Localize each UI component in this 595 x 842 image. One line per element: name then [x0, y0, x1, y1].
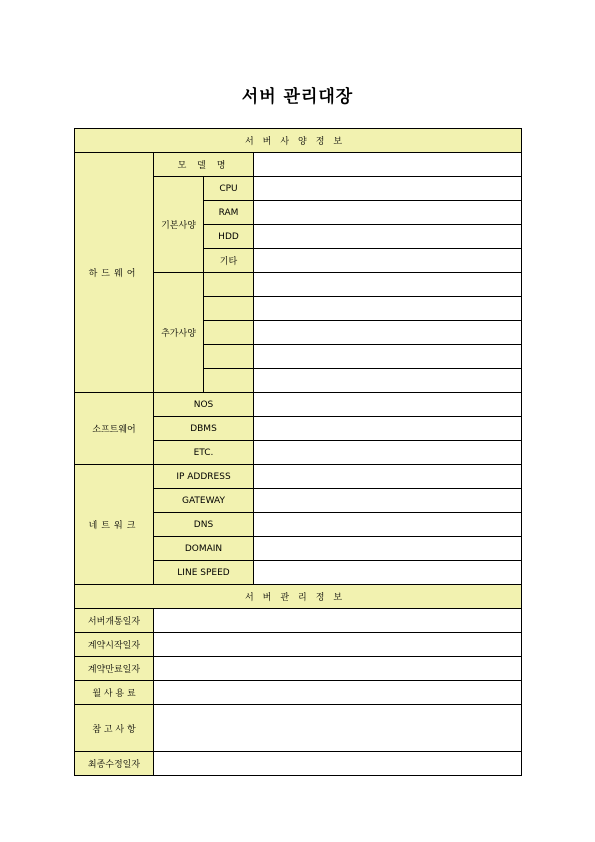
line-speed-label: LINE SPEED	[154, 561, 254, 585]
ram-field[interactable]	[254, 201, 522, 225]
additional-item-label[interactable]	[204, 345, 254, 369]
additional-spec-label: 추가사양	[154, 273, 204, 393]
nos-field[interactable]	[254, 393, 522, 417]
dbms-field[interactable]	[254, 417, 522, 441]
contract-end-field[interactable]	[154, 657, 522, 681]
ip-address-field[interactable]	[254, 465, 522, 489]
dns-field[interactable]	[254, 513, 522, 537]
dns-label: DNS	[154, 513, 254, 537]
etc-field[interactable]	[254, 441, 522, 465]
model-name-label: 모 델 명	[154, 153, 254, 177]
hardware-label: 하드웨어	[75, 153, 154, 393]
network-label: 네트워크	[75, 465, 154, 585]
additional-item-label[interactable]	[204, 369, 254, 393]
contract-end-label: 계약만료일자	[75, 657, 154, 681]
open-date-field[interactable]	[154, 609, 522, 633]
document-title: 서버 관리대장	[241, 87, 354, 107]
software-label: 소프트웨어	[75, 393, 154, 465]
other-label: 기타	[204, 249, 254, 273]
notes-field[interactable]	[154, 705, 522, 752]
additional-item-field[interactable]	[254, 273, 522, 297]
contract-start-label: 계약시작일자	[75, 633, 154, 657]
last-modified-field[interactable]	[154, 752, 522, 776]
line-speed-field[interactable]	[254, 561, 522, 585]
notes-label: 참 고 사 항	[75, 705, 154, 752]
model-name-field[interactable]	[254, 153, 522, 177]
additional-item-label[interactable]	[204, 297, 254, 321]
ip-address-label: IP ADDRESS	[154, 465, 254, 489]
open-date-label: 서버개통일자	[75, 609, 154, 633]
monthly-fee-label: 월 사 용 료	[75, 681, 154, 705]
hdd-label: HDD	[204, 225, 254, 249]
monthly-fee-field[interactable]	[154, 681, 522, 705]
last-modified-label: 최종수정일자	[75, 752, 154, 776]
domain-label: DOMAIN	[154, 537, 254, 561]
contract-start-field[interactable]	[154, 633, 522, 657]
additional-item-field[interactable]	[254, 369, 522, 393]
additional-item-field[interactable]	[254, 321, 522, 345]
nos-label: NOS	[154, 393, 254, 417]
ram-label: RAM	[204, 201, 254, 225]
hdd-field[interactable]	[254, 225, 522, 249]
other-field[interactable]	[254, 249, 522, 273]
cpu-field[interactable]	[254, 177, 522, 201]
dbms-label: DBMS	[154, 417, 254, 441]
etc-label: ETC.	[154, 441, 254, 465]
basic-spec-label: 기본사양	[154, 177, 204, 273]
gateway-field[interactable]	[254, 489, 522, 513]
server-management-table	[74, 128, 522, 776]
additional-item-label[interactable]	[204, 273, 254, 297]
spec-section-header: 서버사양정보	[75, 129, 522, 153]
additional-item-field[interactable]	[254, 297, 522, 321]
additional-item-field[interactable]	[254, 345, 522, 369]
gateway-label: GATEWAY	[154, 489, 254, 513]
management-section-header: 서버관리정보	[75, 585, 522, 609]
domain-field[interactable]	[254, 537, 522, 561]
additional-item-label[interactable]	[204, 321, 254, 345]
cpu-label: CPU	[204, 177, 254, 201]
